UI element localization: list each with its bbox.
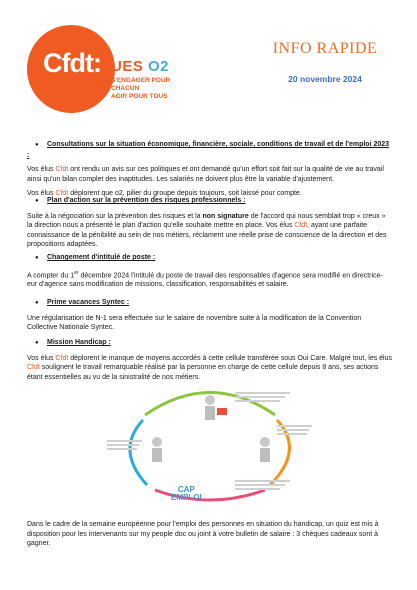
paragraph: A compter du 1er décembre 2024 l'intitulé du poste de travail des responsables d'agence sera modifié en directrice-eur d'agence sans modification de missions, classification, responsabilités et salaire.	[27, 269, 383, 289]
cfdt-logo-text: Cfdt:	[43, 48, 101, 78]
ues-o2-logo: UES O2	[111, 58, 170, 75]
section-heading: ● Plan d'action sur la prévention des risques professionnels :	[35, 197, 246, 204]
section-intitule-poste	[27, 253, 392, 290]
person-icon	[260, 437, 270, 447]
section-prime-vacances	[27, 298, 392, 333]
paragraph: Suite à la négociation sur la prévention des risques et la non signature de l'accord qui nous semblait trop « creux » la direction nous a présenté le plan d'action qu'elle souhaite mettre en place. Vos élus Cfdt, ayant une parfaite connaissance de la pénibilité au sein de nos métiers, réclament une réelle prise de conscience de la direction et des propositions adaptées.	[27, 212, 387, 248]
cycle-arrow	[130, 420, 147, 485]
page-title: INFO RAPIDE	[272, 40, 378, 57]
footer-paragraph: Dans le cadre de la semaine européenne pour l'emploi des personnes en situation du handicap, un quiz est mis à disposition pour les intervenants sur my people doc ou joint à votre bulletin de salaire : 3 chèques cadeaux sont à gagner.	[27, 521, 379, 547]
paragraph: Vos élus Cfdt déplorent le manque de moyens accordés à cette cellule transférée sous Oui Care. Malgré tout, les élus Cfdt soulignent le travail remarquable réalisé par la personne en charge de cette cellule depuis 8 ans, ses actions étant essentielles au vu de la sinistralité de nos métiers.	[27, 354, 392, 381]
section-plan-action	[27, 196, 392, 250]
person-icon	[205, 395, 215, 405]
section-mission-handicap	[27, 338, 392, 382]
medical-kit-icon	[217, 408, 227, 415]
paragraph: Vos élus Cfdt déplorent que o2, pilier du groupe depuis toujours, soit laissé pour compte.	[27, 190, 302, 197]
person-icon	[260, 448, 270, 462]
paragraph: Vos élus Cfdt ont rendu un avis sur ces politiques et ont demandé qu'un effort soit fait sur la qualité de vie au travail ainsi qu'un bilan complet des inaptitudes. Les salariés ne doivent plus être la variable d'ajustement.	[27, 166, 384, 183]
cap-emploi-illustration	[105, 380, 315, 505]
section-heading: ● Consultations sur la situation économique, financière, sociale, conditions de travail et de l'emploi 2023 :	[27, 141, 390, 159]
section-heading: ● Prime vacances Syntec :	[35, 299, 130, 306]
section-consultations	[27, 140, 392, 199]
section-heading: ● Mission Handicap :	[35, 339, 111, 346]
page-date: 20 novembre 2024	[288, 74, 362, 84]
cap-emploi-logo: CAP EMPLOI	[171, 485, 202, 502]
person-icon	[152, 448, 162, 462]
paragraph: Une régularisation de N-1 sera effectuée sur le salaire de novembre suite à la modification de la Convention Collective Nationale Syntec.	[27, 314, 362, 331]
tagline: S'ENGAGER POUR CHACUN AGIR POUR TOUS	[111, 77, 171, 100]
person-icon	[205, 406, 215, 420]
section-heading: ● Changement d'intitulé de poste :	[35, 254, 156, 261]
person-icon	[152, 437, 162, 447]
